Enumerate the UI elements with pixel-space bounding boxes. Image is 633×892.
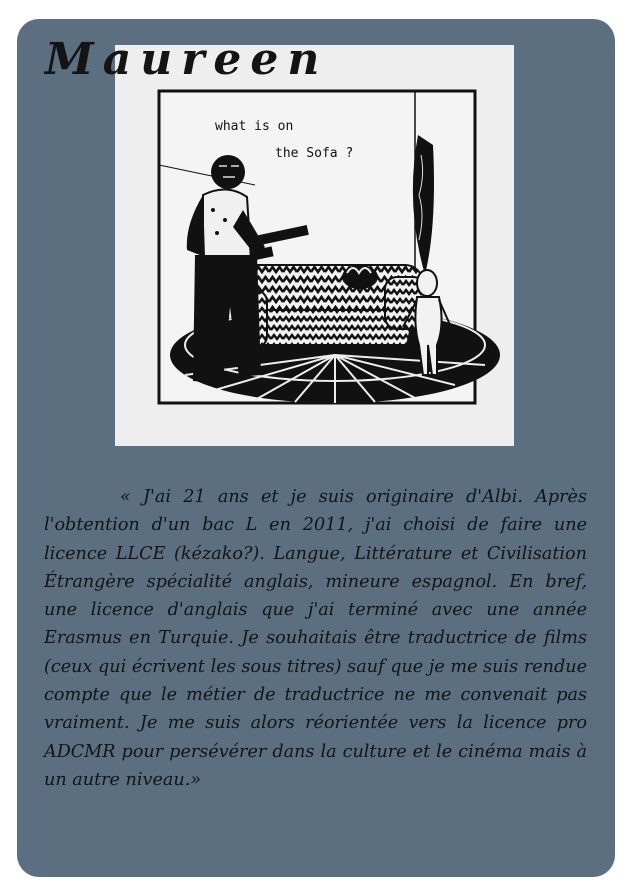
speech-text-line2: the Sofa ? <box>275 146 354 161</box>
woodcut-artwork-image <box>115 45 514 446</box>
person-name-title: Maureen <box>45 34 329 85</box>
testimonial-quote: « J'ai 21 ans et je suis originaire d'Albi. Après l'obtention d'un bac L en 2011, j'ai choisi de faire une licence LLCE (kézako?). Langue, Littérature et Civilisation Étrangère spécialité anglais, mineure espagnol. En bref, une licence d'anglais que j'ai terminé avec une année Erasmus en Turquie. Je souhaitais être traductrice de films (ceux qui écrivent les sous titres) sauf que je me suis rendue compte que le métier de traductrice ne me convenait pas vraiment. Je me suis alors réorientée vers la licence pro ADCMR pour persévérer dans la culture et le cinéma mais à un autre niveau.» <box>44 487 587 790</box>
speech-text-line1: what is on <box>215 119 294 134</box>
